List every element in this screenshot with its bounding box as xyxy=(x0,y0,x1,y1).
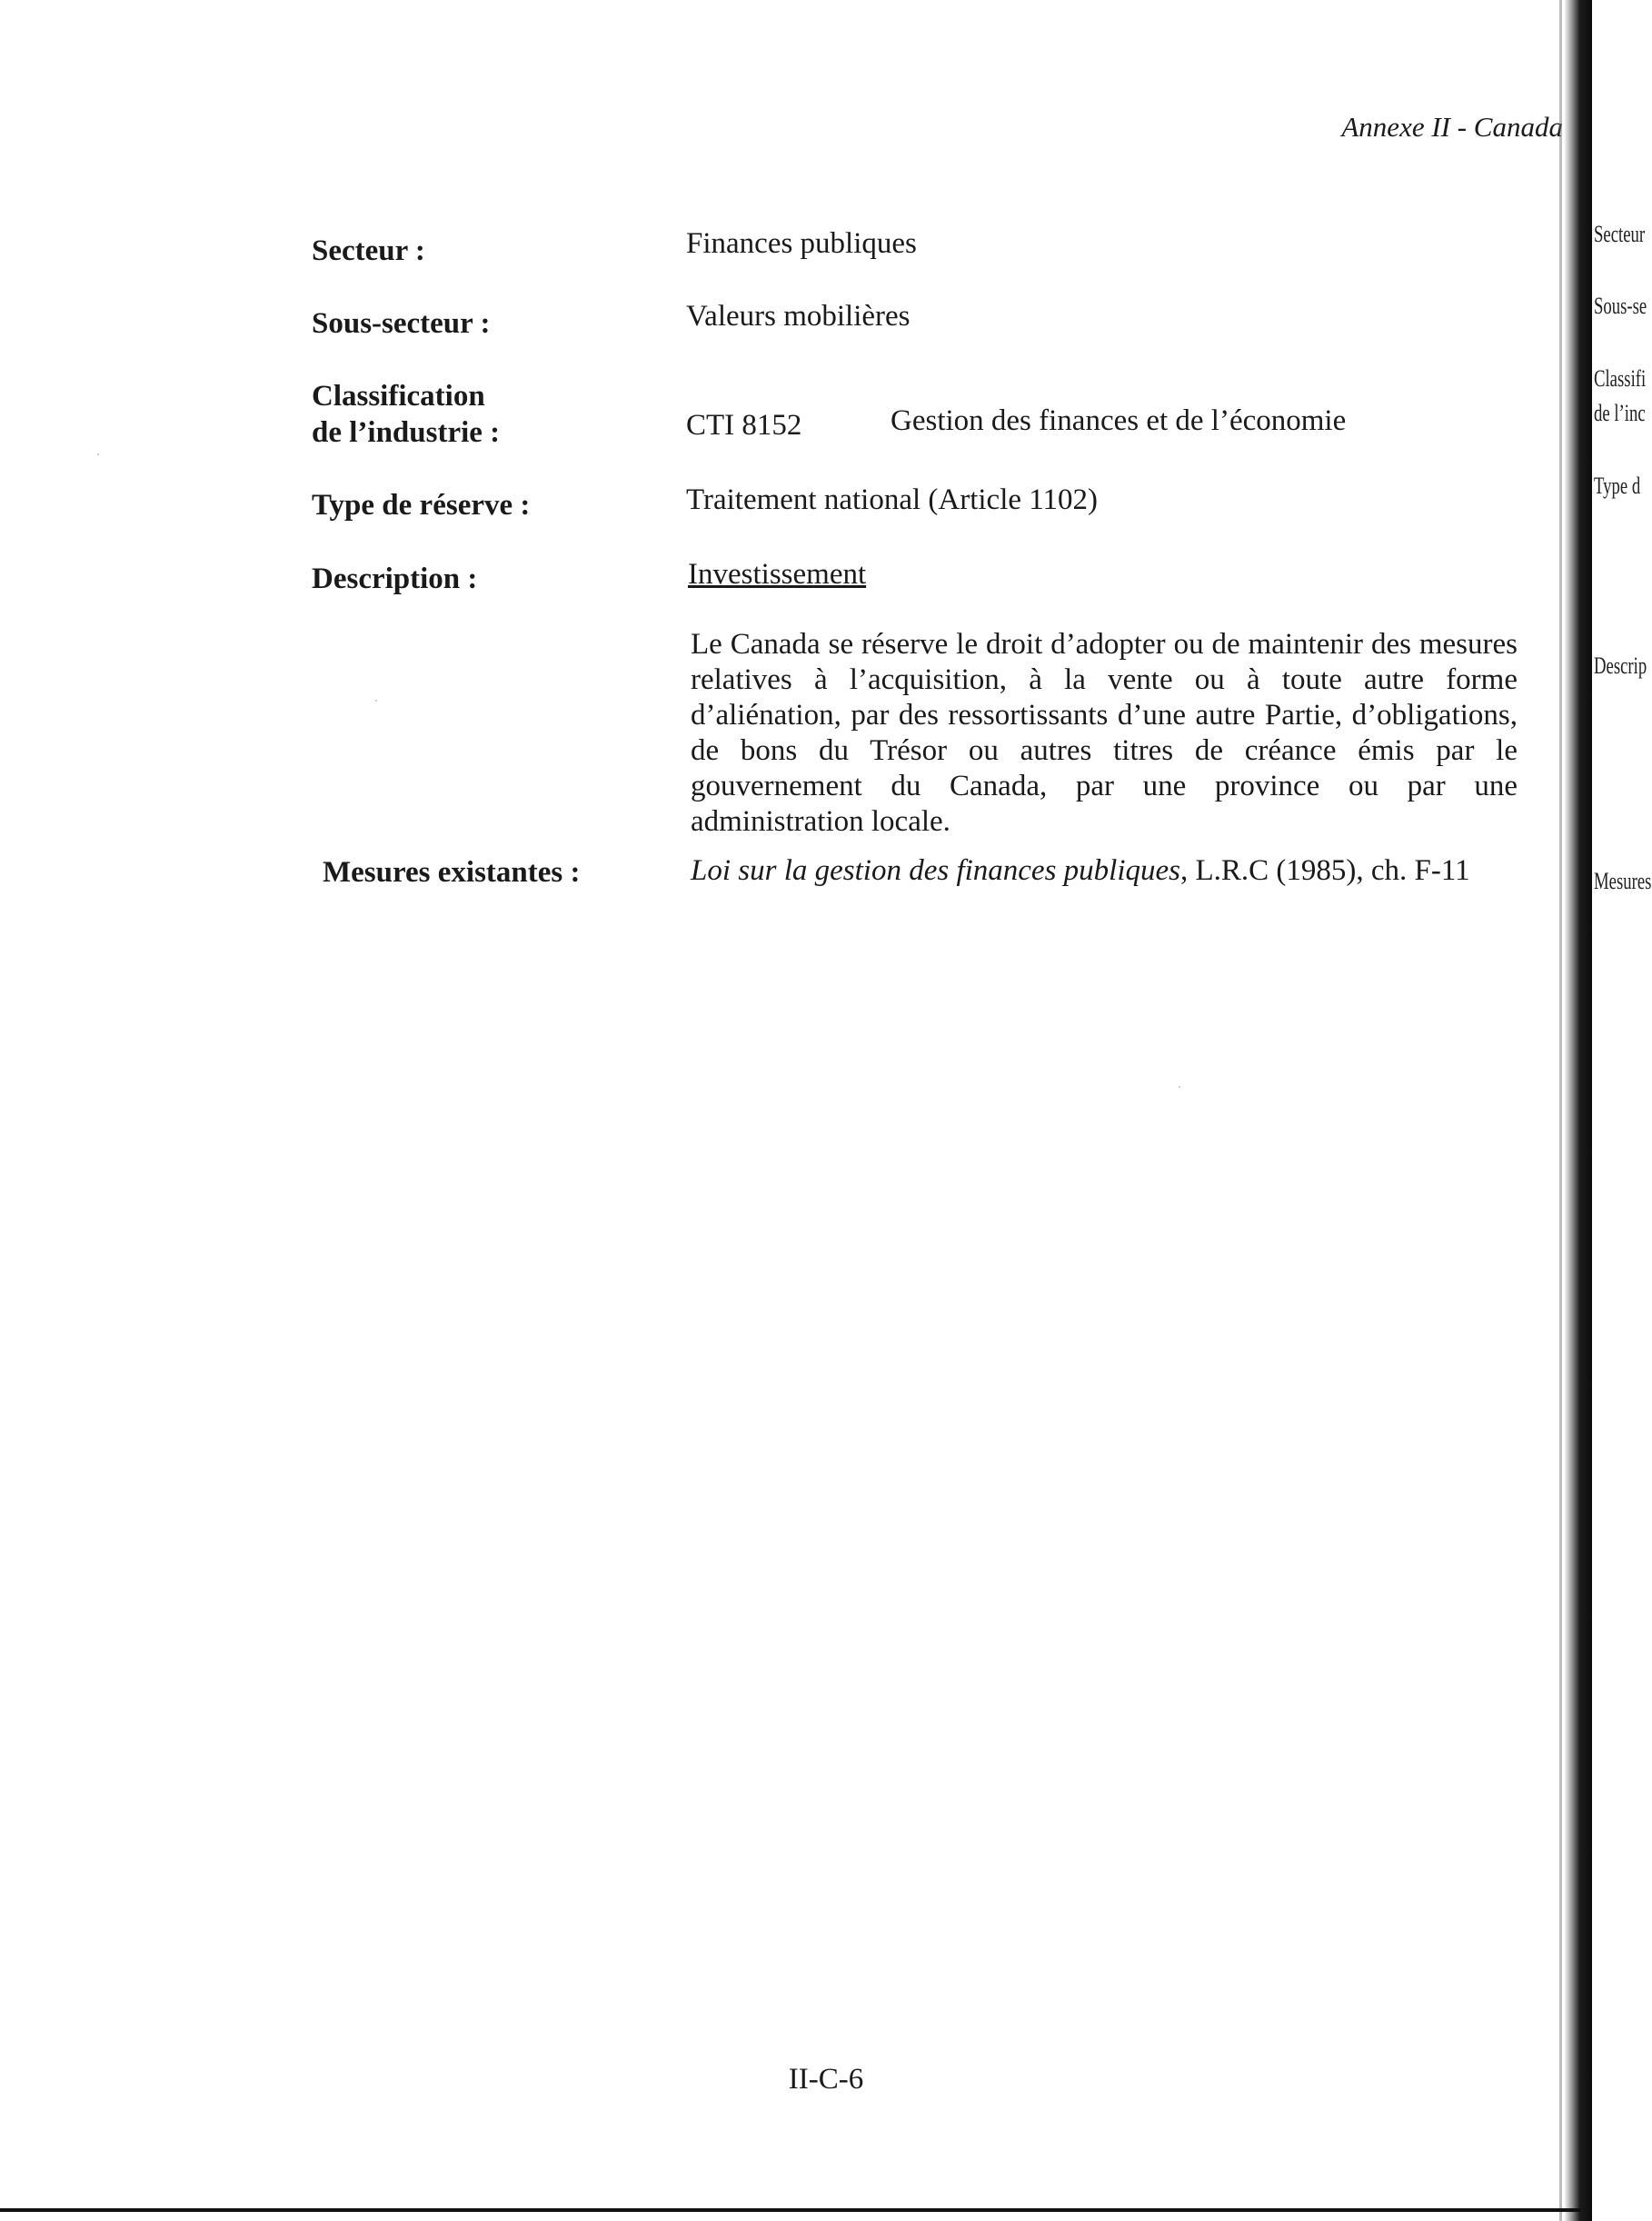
description-paragraph: Le Canada se réserve le droit d’adopter ou de maintenir des mesures relatives à l’acquisition, à la vente ou à toute autre forme d’aliénation, par des ressortissants d’une autre Partie, d’obligations, de bons du Trésor ou autres titres de créance émis par le gouvernement du Canada, par une province ou par une administration locale. xyxy=(691,628,1518,838)
description-label: Description : xyxy=(312,563,478,595)
description-heading: Investissement xyxy=(688,558,867,591)
adjacent-label: Type d xyxy=(1594,473,1641,499)
adjacent-label: de l’inc xyxy=(1594,400,1646,426)
adjacent-label: Secteur xyxy=(1594,221,1646,247)
mesures-label: Mesures existantes : xyxy=(323,856,581,889)
secteur-label: Secteur : xyxy=(312,234,425,267)
classification-label-line1: Classification xyxy=(312,380,485,413)
binding-shadow xyxy=(1565,0,1592,2221)
running-header: Annexe II - Canada xyxy=(1341,111,1563,143)
classification-description: Gestion des finances et de l’économie xyxy=(891,404,1347,437)
law-citation: , L.R.C (1985), ch. F-11 xyxy=(1180,854,1470,887)
adjacent-label: Descrip xyxy=(1594,652,1647,679)
scan-speck xyxy=(375,700,377,702)
secteur-value: Finances publiques xyxy=(686,227,917,260)
type-reserve-label: Type de réserve : xyxy=(312,489,531,522)
scan-speck xyxy=(1179,1086,1180,1088)
adjacent-page-edge xyxy=(1592,0,1652,2221)
classification-label-line2: de l’industrie : xyxy=(312,416,501,449)
classification-code: CTI 8152 xyxy=(686,409,802,442)
mesures-value xyxy=(691,854,1470,888)
law-title: Loi sur la gestion des finances publiques xyxy=(691,854,1180,887)
page-number: II-C-6 xyxy=(788,2063,864,2096)
sous-secteur-value: Valeurs mobilières xyxy=(686,300,911,333)
adjacent-label: Mesures xyxy=(1594,868,1652,894)
binding-line xyxy=(1559,0,1562,2221)
adjacent-label: Classifi xyxy=(1594,365,1647,392)
type-reserve-value: Traitement national (Article 1102) xyxy=(686,483,1099,516)
bottom-edge xyxy=(0,2208,1581,2212)
adjacent-label: Sous-se xyxy=(1594,293,1647,319)
sous-secteur-label: Sous-secteur : xyxy=(312,307,491,340)
scan-speck xyxy=(97,453,99,455)
